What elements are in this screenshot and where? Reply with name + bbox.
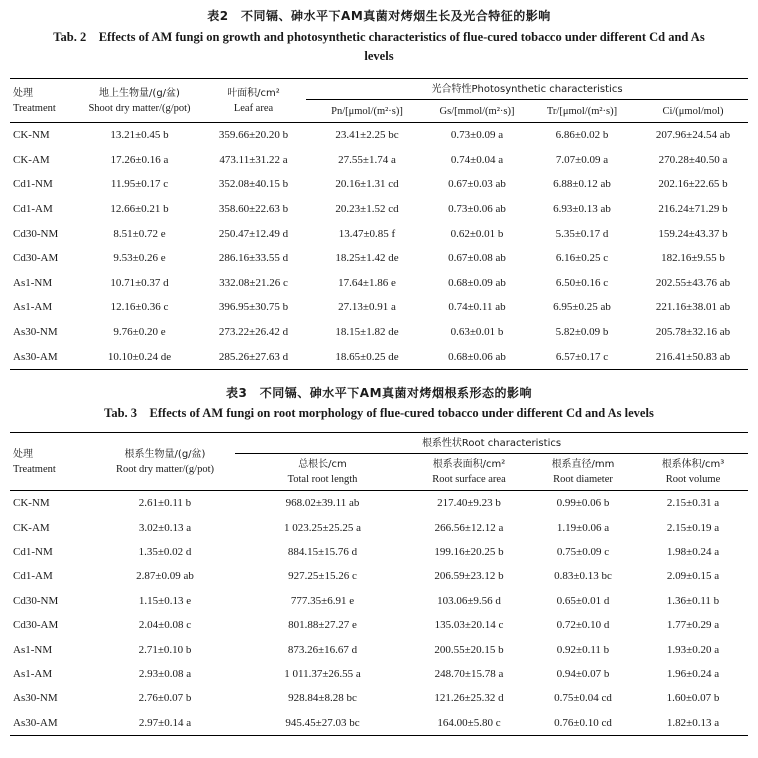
table3-cell: 801.88±27.27 e (288, 619, 357, 632)
table2-cell: 17.26±0.16 a (110, 153, 169, 166)
table3-cell-treatment: Cd1-AM (13, 570, 53, 583)
table3-cell: 1.77±0.29 a (666, 619, 720, 632)
table3-row (10, 540, 748, 564)
table3-cell: 103.06±9.56 d (437, 594, 501, 607)
table2-row (10, 148, 748, 173)
table3-row (10, 589, 748, 613)
table3-cell-treatment: Cd30-AM (13, 619, 59, 632)
table3-cell: 217.40±9.23 b (437, 497, 501, 510)
table3-cell: 777.35±6.91 e (290, 594, 355, 607)
table3-row (10, 686, 748, 710)
table2-cell: 12.66±0.21 b (110, 203, 169, 216)
table3-cell: 1.60±0.07 b (666, 692, 720, 705)
table3-cell: 266.56±12.12 a (434, 521, 504, 534)
table3-cell: 1.98±0.24 a (666, 545, 720, 558)
table2-cell: 0.74±0.04 a (450, 153, 504, 166)
table2-cell: 221.16±38.01 ab (655, 301, 731, 314)
table2-cell-treatment: Cd1-AM (13, 203, 53, 216)
table3-cell: 1.35±0.02 d (138, 545, 192, 558)
table2-cell: 23.41±2.25 bc (335, 129, 399, 142)
table3-cell: 1.36±0.11 b (666, 594, 720, 607)
table3-cell: 2.87±0.09 ab (136, 570, 194, 583)
table2-row (10, 172, 748, 197)
table3-cell: 2.04±0.08 c (138, 619, 192, 632)
table2-cell-treatment: As1-AM (13, 301, 53, 314)
table2-cell-treatment: Cd1-NM (13, 178, 53, 191)
table3-cell: 0.75±0.04 cd (554, 692, 612, 705)
table2-cell: 6.93±0.13 ab (553, 203, 611, 216)
table3-cell: 164.00±5.80 c (437, 716, 501, 729)
table2-cell: 352.08±40.15 b (218, 178, 289, 191)
table2-cell: 332.08±21.26 c (219, 276, 288, 289)
table2-cell-treatment: CK-AM (13, 153, 50, 166)
table2-cell: 10.10±0.24 de (107, 350, 172, 363)
table2-cell: 20.16±1.31 cd (335, 178, 399, 191)
table2-cell: 6.88±0.12 ab (553, 178, 611, 191)
table2-row (10, 320, 748, 345)
table3-cell-treatment: Cd30-NM (13, 594, 59, 607)
table3-cell-treatment: CK-AM (13, 521, 50, 534)
table2-cell: 6.95±0.25 ab (553, 301, 611, 314)
table2-cell: 0.62±0.01 b (450, 227, 504, 240)
table2-cell: 205.78±32.16 ab (655, 326, 731, 339)
table3-cell: 199.16±20.25 b (434, 545, 504, 558)
table2-cell: 359.66±20.20 b (218, 129, 289, 142)
table3-cell: 0.76±0.10 cd (554, 716, 612, 729)
table3-cell-treatment: CK-NM (13, 497, 50, 510)
table3-cell: 0.83±0.13 bc (554, 570, 612, 583)
table3-caption-en: Tab. 3 Effects of AM fungi on root morphology of flue-cured tobacco under different Cd and As levels (104, 406, 654, 420)
table3-caption-cn: 表3 不同镉、砷水平下AM真菌对烤烟根系形态的影响 (225, 386, 533, 400)
table2-cell: 13.21±0.45 b (110, 129, 169, 142)
table2-cell: 6.86±0.02 b (555, 129, 609, 142)
table3-row (10, 491, 748, 516)
table2-header-tr: Tr/[μmol/(m²·s)] (526, 100, 638, 123)
table3-cell: 927.25±15.26 c (288, 570, 357, 583)
table3-cell: 2.97±0.14 a (138, 716, 192, 729)
table2-cell: 5.35±0.17 d (555, 227, 609, 240)
table3-cell: 1.96±0.24 a (666, 667, 720, 680)
table3-header-diameter: 根系直径/mm Root diameter (528, 454, 638, 491)
table3-cell: 2.71±0.10 b (138, 643, 192, 656)
table2-cell-treatment: As30-AM (13, 350, 58, 363)
table2-cell: 7.07±0.09 a (555, 153, 609, 166)
table3-cell: 884.15±15.76 d (287, 545, 358, 558)
table2-row (10, 123, 748, 148)
table2-cell: 13.47±0.85 f (338, 227, 396, 240)
table3-cell: 0.92±0.11 b (556, 643, 610, 656)
table3-header-length: 总根长/cm Total root length (235, 454, 410, 491)
table2-row (10, 295, 748, 320)
table2-cell: 216.41±50.83 ab (655, 350, 731, 363)
table2-cell: 396.95±30.75 b (218, 301, 289, 314)
table3 (10, 432, 748, 736)
table2-cell: 0.68±0.06 ab (448, 350, 506, 363)
table3-cell-treatment: As1-AM (13, 667, 53, 680)
table2-caption-cn: 表2 不同镉、砷水平下AM真菌对烤烟生长及光合特征的影响 (207, 9, 551, 23)
table2-cell: 270.28±40.50 a (658, 153, 728, 166)
table3-row (10, 564, 748, 588)
table2-cell: 18.25±1.42 de (335, 252, 399, 265)
table2-header-shoot: 地上生物量/(g/盆) Shoot dry matter/(g/pot) (78, 79, 201, 123)
table2-cell: 159.24±43.37 b (658, 227, 728, 240)
table2-cell: 5.82±0.09 b (555, 326, 609, 339)
table2-cell: 20.23±1.52 cd (335, 203, 399, 216)
table3-cell: 1 011.37±26.55 a (284, 667, 361, 680)
table2-cell: 27.55±1.74 a (338, 153, 396, 166)
table2-header-pn: Pn/[μmol/(m²·s)] (306, 100, 428, 123)
table3-cell: 1 023.25±25.25 a (284, 521, 361, 534)
table3-row (10, 662, 748, 686)
table2-cell: 202.16±22.65 b (658, 178, 728, 191)
table2-cell: 0.67±0.08 ab (448, 252, 506, 265)
table2-cell: 11.95±0.17 c (110, 178, 169, 191)
table2-cell: 6.16±0.25 c (555, 252, 609, 265)
table2-row (10, 271, 748, 296)
table3-header-volume: 根系体积/cm³ Root volume (638, 454, 748, 491)
table3-cell: 1.93±0.20 a (666, 643, 720, 656)
table3-cell: 1.19±0.06 a (556, 521, 610, 534)
table3-cell: 1.82±0.13 a (666, 716, 720, 729)
table2-header-leaf: 叶面积/cm² Leaf area (201, 79, 306, 123)
table3-cell: 121.26±25.32 d (434, 692, 504, 705)
table2-cell: 0.68±0.09 ab (448, 276, 506, 289)
table2-cell: 286.16±33.55 d (218, 252, 289, 265)
table2-row (10, 221, 748, 246)
table2-cell: 358.60±22.63 b (218, 203, 289, 216)
table2-cell: 0.67±0.03 ab (448, 178, 506, 191)
table3-cell: 873.26±16.67 d (287, 643, 358, 656)
table2-header-ci: Ci/(μmol/mol) (638, 100, 748, 123)
table3-cell: 2.76±0.07 b (138, 692, 192, 705)
table3-cell: 1.15±0.13 e (138, 594, 192, 607)
table3-header-treatment: 处理 Treatment (10, 433, 95, 491)
table2-cell: 18.65±0.25 de (335, 350, 399, 363)
table3-cell: 2.61±0.11 b (138, 497, 192, 510)
table2 (10, 78, 748, 370)
table3-cell: 135.03±20.14 c (434, 619, 504, 632)
table3-cell: 2.09±0.15 a (666, 570, 720, 583)
table3-cell: 0.75±0.09 c (556, 545, 610, 558)
table3-cell: 206.59±23.12 b (434, 570, 504, 583)
table2-caption-en: Tab. 2 Effects of AM fungi on growth and photosynthetic characteristics of flue-cured tobacco under different Cd and As levels (53, 30, 705, 63)
table3-row (10, 515, 748, 539)
table2-cell: 207.96±24.54 ab (655, 129, 731, 142)
table3-cell: 968.02±39.11 ab (285, 497, 360, 510)
table3-cell: 2.15±0.31 a (666, 497, 720, 510)
table3-cell: 0.65±0.01 d (556, 594, 610, 607)
table3-cell-treatment: As30-AM (13, 716, 58, 729)
table3-row (10, 613, 748, 637)
table2-row (10, 344, 748, 369)
table3-cell: 928.84±8.28 bc (288, 692, 357, 705)
table2-header-group: 光合特性Photosynthetic characteristics (306, 79, 748, 100)
table2-cell: 8.51±0.72 e (113, 227, 166, 240)
table2-cell: 18.15±1.82 de (335, 326, 399, 339)
table2-cell: 10.71±0.37 d (110, 276, 169, 289)
table3-header-surface: 根系表面积/cm² Root surface area (410, 454, 528, 491)
table2-row (10, 246, 748, 271)
table3-cell: 200.55±20.15 b (434, 643, 504, 656)
table2-header-gs: Gs/[mmol/(m²·s)] (428, 100, 526, 123)
table2-cell: 250.47±12.49 d (218, 227, 289, 240)
table3-cell-treatment: Cd1-NM (13, 545, 53, 558)
table3-cell: 3.02±0.13 a (138, 521, 192, 534)
table3-cell-treatment: As30-NM (13, 692, 58, 705)
table2-cell: 6.50±0.16 c (555, 276, 609, 289)
table3-cell-treatment: As1-NM (13, 643, 53, 656)
table3-cell: 0.99±0.06 b (556, 497, 610, 510)
table2-cell: 0.74±0.11 ab (448, 301, 506, 314)
table3-cell: 945.45±27.03 bc (285, 716, 360, 729)
table3-cell: 2.15±0.19 a (666, 521, 720, 534)
table2-cell-treatment: As1-NM (13, 276, 53, 289)
table2-cell: 273.22±26.42 d (218, 326, 289, 339)
table3-cell: 248.70±15.78 a (434, 667, 504, 680)
table3-cell: 0.72±0.10 d (556, 619, 610, 632)
table2-cell: 202.55±43.76 ab (655, 276, 731, 289)
table2-cell: 9.76±0.20 e (113, 326, 166, 339)
table2-cell: 0.73±0.09 a (450, 129, 504, 142)
table3-row (10, 711, 748, 736)
table2-cell-treatment: Cd30-AM (13, 252, 59, 265)
table2-cell: 17.64±1.86 e (338, 276, 396, 289)
table2-cell: 6.57±0.17 c (555, 350, 609, 363)
table2-row (10, 197, 748, 222)
table3-header-group: 根系性状Root characteristics (235, 433, 748, 454)
table2-cell-treatment: CK-NM (13, 129, 50, 142)
table2-cell: 27.13±0.91 a (338, 301, 396, 314)
table3-header-root-dry: 根系生物量/(g/盆) Root dry matter/(g/pot) (95, 433, 235, 491)
table3-row (10, 637, 748, 661)
table2-cell: 0.73±0.06 ab (448, 203, 506, 216)
table2-cell: 0.63±0.01 b (450, 326, 504, 339)
table2-cell-treatment: As30-NM (13, 326, 58, 339)
table2-cell: 473.11±31.22 a (219, 153, 288, 166)
table2-cell-treatment: Cd30-NM (13, 227, 59, 240)
table3-cell: 2.93±0.08 a (138, 667, 192, 680)
table2-cell: 9.53±0.26 e (113, 252, 166, 265)
table2-cell: 216.24±71.29 b (658, 203, 728, 216)
table2-cell: 182.16±9.55 b (661, 252, 725, 265)
table2-cell: 12.16±0.36 c (110, 301, 169, 314)
table3-cell: 0.94±0.07 b (556, 667, 610, 680)
table2-cell: 285.26±27.63 d (218, 350, 289, 363)
table2-header-treatment: 处理 Treatment (10, 79, 78, 123)
